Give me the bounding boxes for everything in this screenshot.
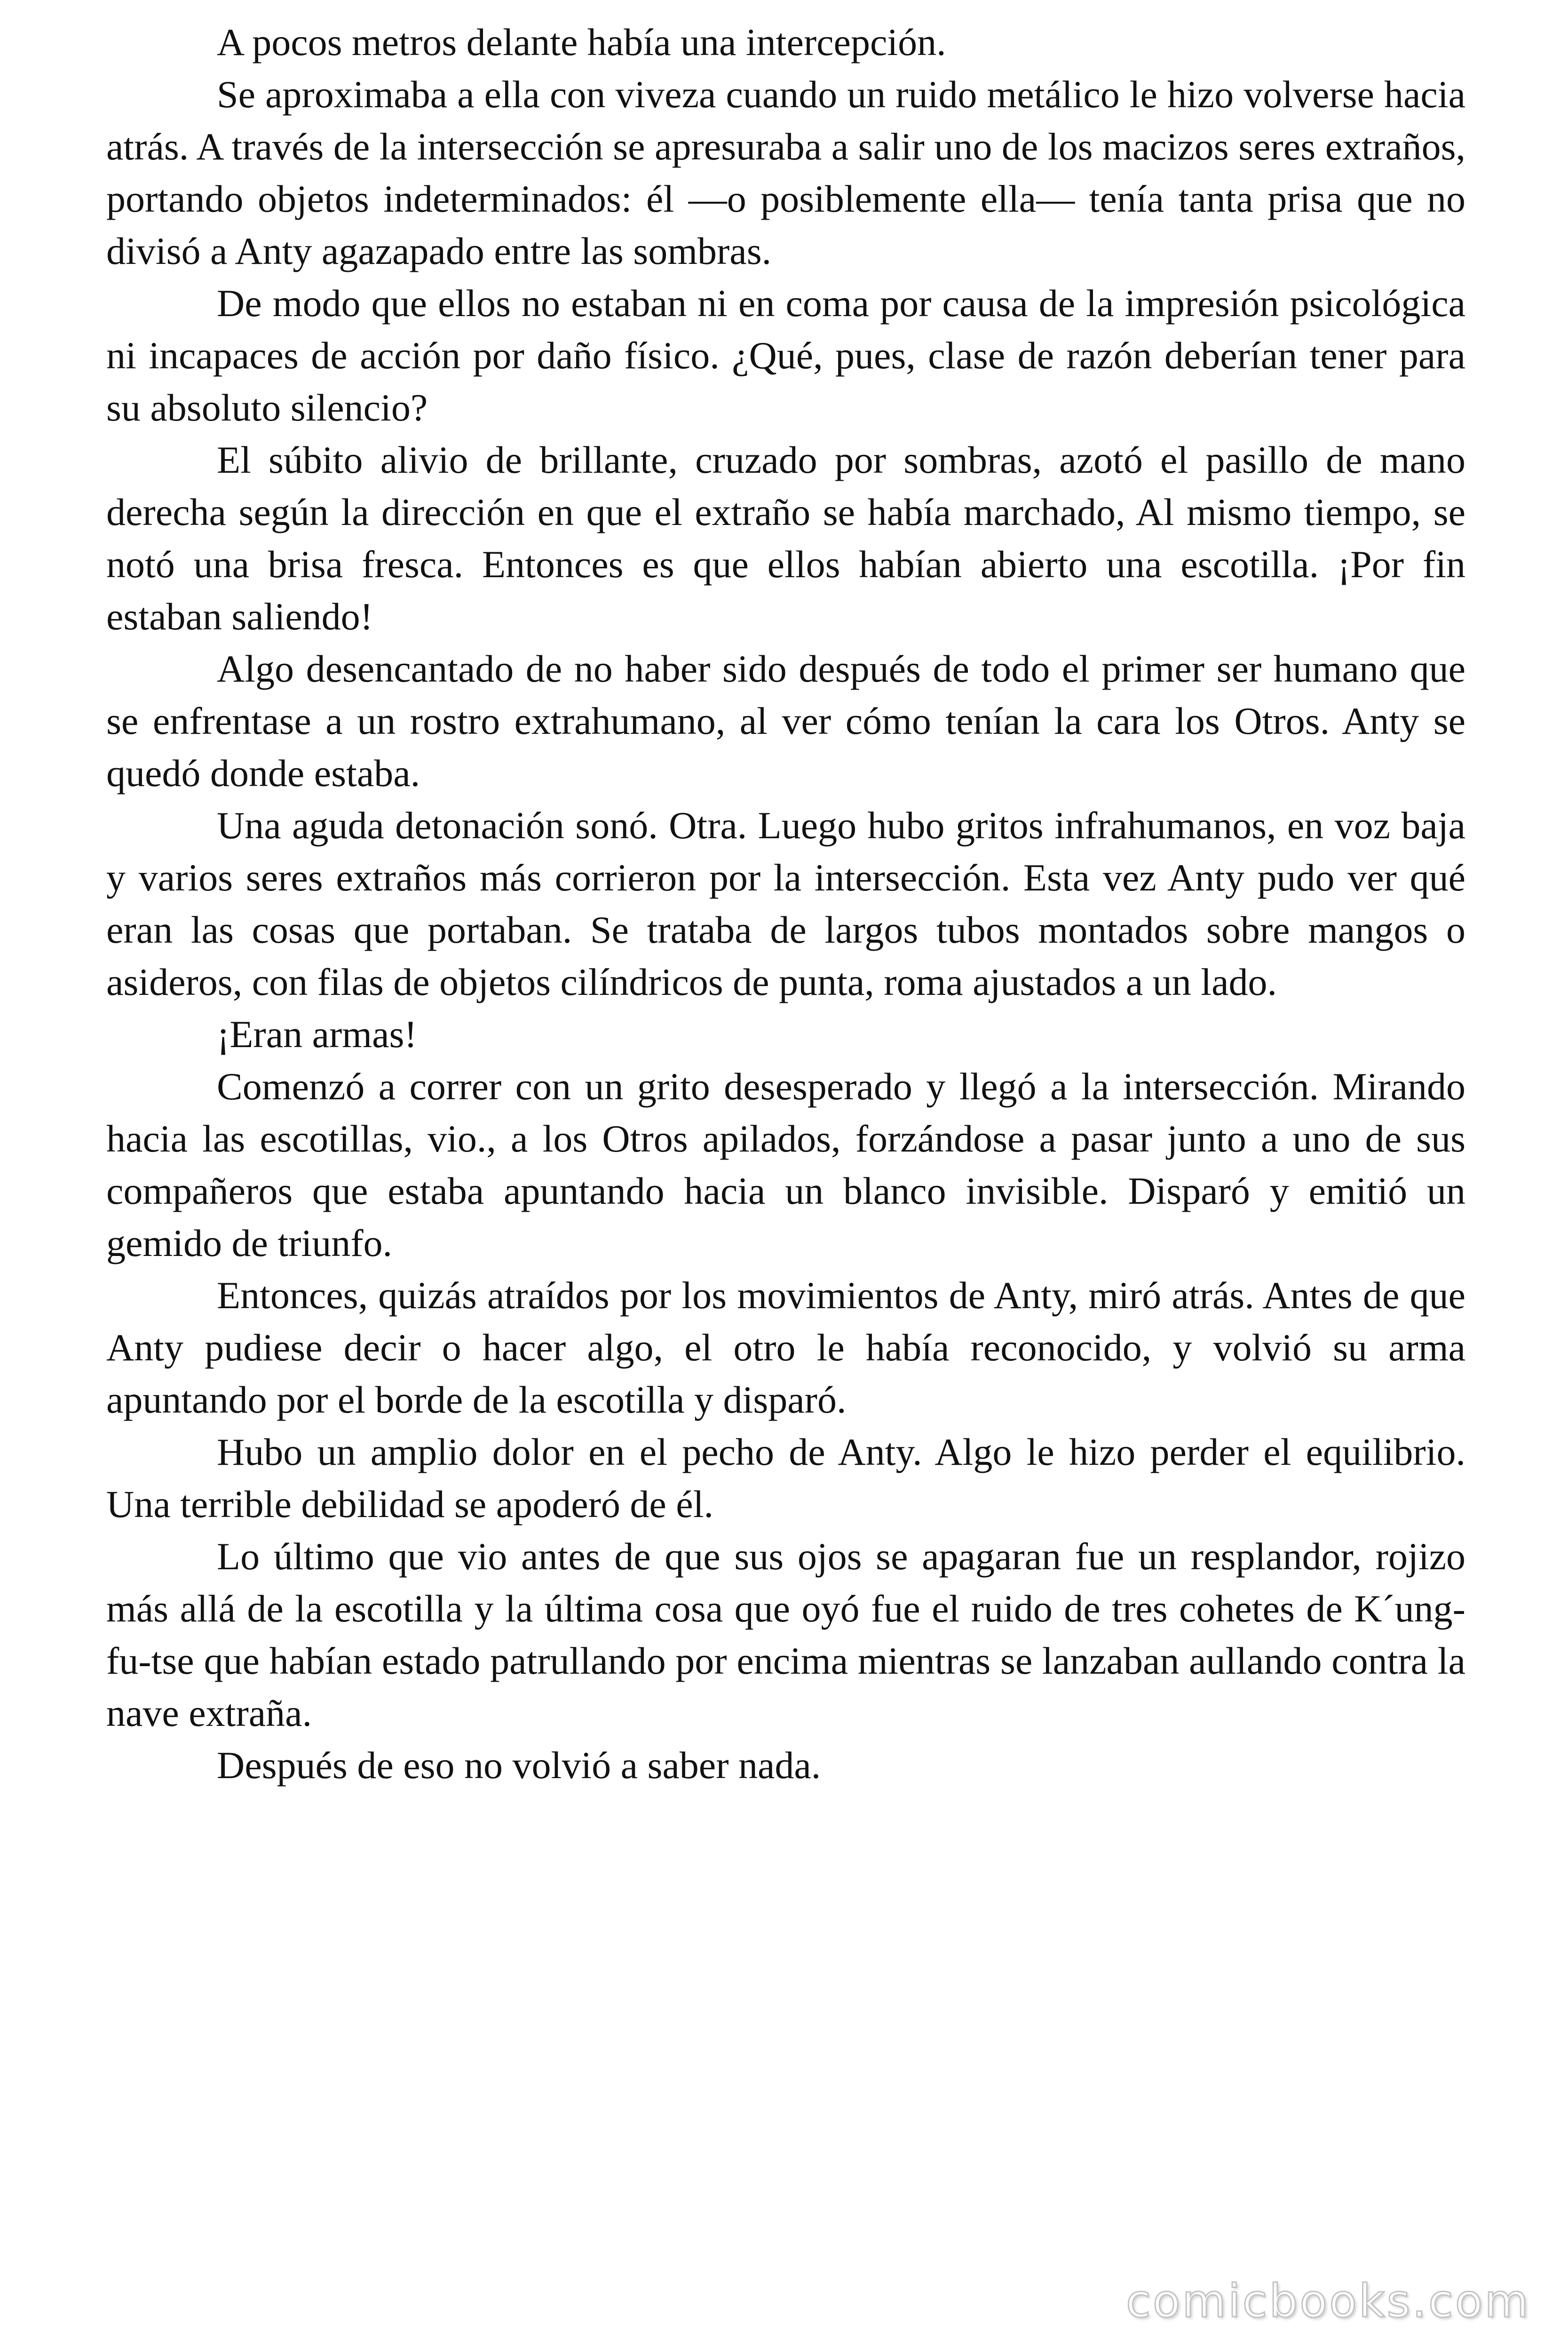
paragraph-5: Algo desencantado de no haber sido después de todo el primer ser humano que se enfrentase a un rostro extrahumano, al ver cómo tenían la cara los Otros. Anty se quedó donde estaba. <box>106 647 1465 795</box>
paragraph-10: Hubo un amplio dolor en el pecho de Anty. Algo le hizo perder el equilibrio. Una terrible debilidad se apoderó de él. <box>106 1430 1465 1526</box>
paragraph-12: Después de eso no volvió a saber nada. <box>217 1744 821 1787</box>
page-body <box>106 16 1465 1791</box>
paragraph-6: Una aguda detonación sonó. Otra. Luego hubo gritos infrahumanos, en voz baja y varios seres extraños más corrieron por la intersección. Esta vez Anty pudo ver qué eran las cosas que portaban. Se trataba de largos tubos montados sobre mangos o asideros, con filas de objetos cilíndricos de punta, roma ajustados a un lado. <box>106 804 1465 1003</box>
paragraph-8: Comenzó a correr con un grito desesperado y llegó a la intersección. Mirando hacia las escotillas, vio., a los Otros apilados, forzándose a pasar junto a uno de sus compañeros que estaba apuntando hacia un blanco invisible. Disparó y emitió un gemido de triunfo. <box>106 1065 1465 1264</box>
paragraph-7: ¡Eran armas! <box>217 1013 417 1056</box>
paragraph-11: Lo último que vio antes de que sus ojos se apagaran fue un resplandor, rojizo más allá de la escotilla y la última cosa que oyó fue el ruido de tres cohetes de K´ung-fu-tse que habían estado patrullando por encima mientras se lanzaban aullando contra la nave extraña. <box>106 1535 1465 1734</box>
paragraph-4: El súbito alivio de brillante, cruzado por sombras, azotó el pasillo de mano derecha según la dirección en que el extraño se había marchado, Al mismo tiempo, se notó una brisa fresca. Entonces es que ellos habían abierto una escotilla. ¡Por fin estaban saliendo! <box>106 438 1465 638</box>
paragraph-1: A pocos metros delante había una intercepción. <box>217 21 946 64</box>
paragraph-3: De modo que ellos no estaban ni en coma por causa de la impresión psicológica ni incapaces de acción por daño físico. ¿Qué, pues, clase de razón deberían tener para su absoluto silencio? <box>106 282 1465 429</box>
paragraph-2: Se aproximaba a ella con viveza cuando un ruido metálico le hizo volverse hacia atrás. A través de la intersección se apresuraba a salir uno de los macizos seres extraños, portando objetos indeterminados: él —o posiblemente ella— tenía tanta prisa que no divisó a Anty agazapado entre las sombras. <box>106 73 1465 272</box>
paragraph-9: Entonces, quizás atraídos por los movimientos de Anty, miró atrás. Antes de que Anty pudiese decir o hacer algo, el otro le había reconocido, y volvió su arma apuntando por el borde de la escotilla y disparó. <box>106 1274 1465 1421</box>
watermark-logo: comicbooks.com <box>1125 2275 1530 2328</box>
